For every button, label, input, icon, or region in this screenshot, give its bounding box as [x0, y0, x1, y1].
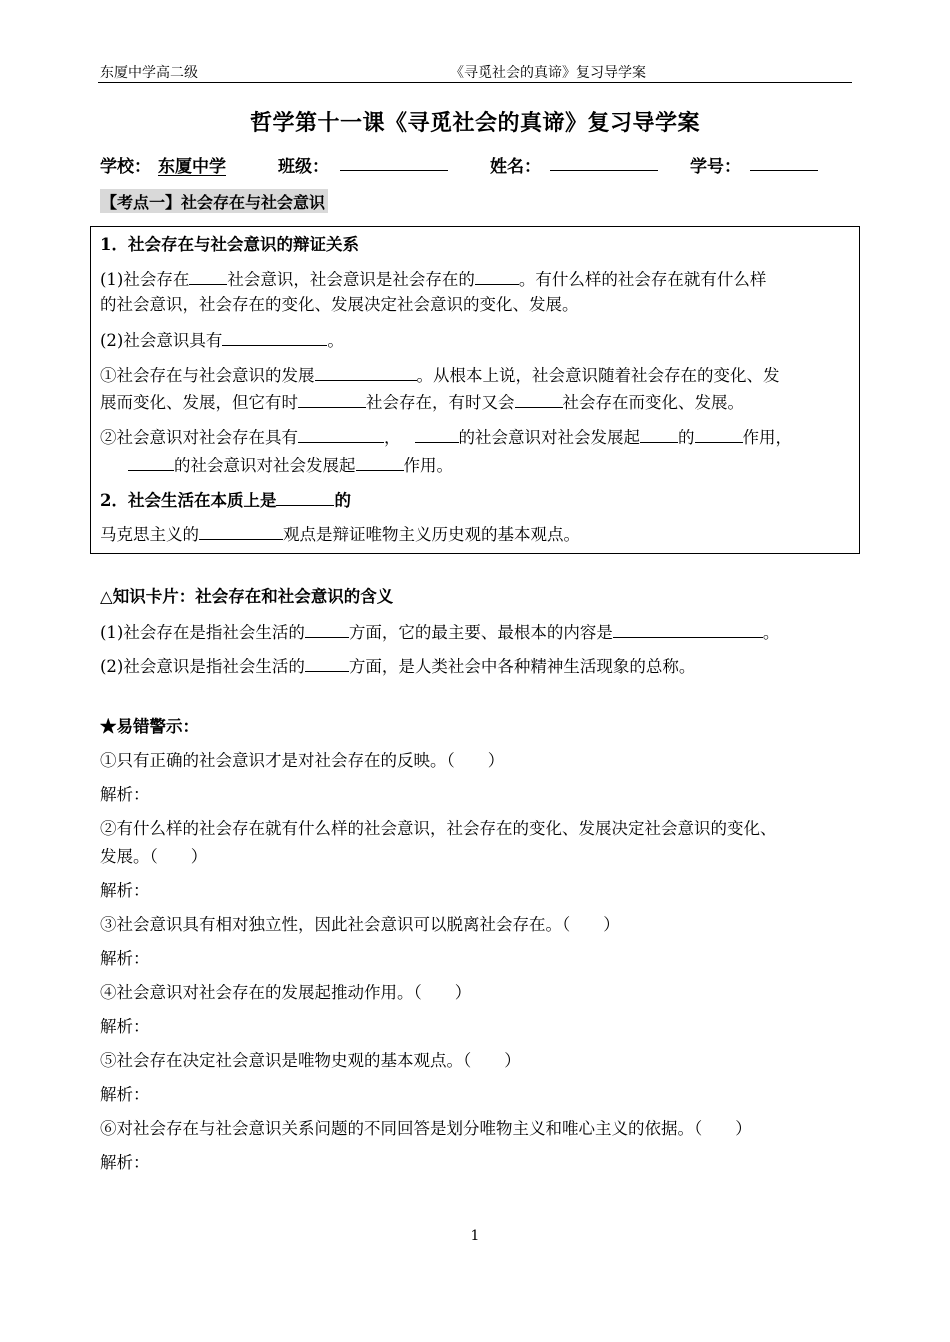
- knowledge-card-line-1: (1)社会存在是指社会生活的 方面，它的最主要、最根本的内容是 。: [100, 623, 780, 642]
- fill-blank[interactable]: [199, 523, 283, 540]
- fill-blank[interactable]: [222, 329, 327, 346]
- fill-blank[interactable]: [128, 454, 174, 471]
- page-number: 1: [470, 1228, 480, 1244]
- warning-item-2-line-2: 发展。（ ）: [100, 847, 208, 866]
- paragraph-2: (2)社会意识具有 。: [100, 331, 344, 350]
- item2-title: 2．社会生活在本质上是 的: [100, 491, 351, 510]
- paragraph-1-line-2: 的社会意识，社会存在的变化、发展决定社会意识的变化、发展。: [100, 295, 579, 314]
- fill-blank[interactable]: [640, 426, 678, 443]
- paragraph-5: 马克思主义的 观点是辩证唯物主义历史观的基本观点。: [100, 525, 580, 544]
- analysis-label: 解析：: [100, 1017, 150, 1036]
- class-label: 班级：: [278, 157, 329, 177]
- name-label: 姓名：: [490, 157, 541, 177]
- paragraph-3-line-1: ①社会存在与社会意识的发展 。从根本上说，社会意识随着社会存在的变化、发: [100, 366, 780, 385]
- analysis-label: 解析：: [100, 785, 150, 804]
- fill-blank[interactable]: [315, 364, 417, 381]
- analysis-label: 解析：: [100, 1085, 150, 1104]
- analysis-label: 解析：: [100, 1153, 150, 1172]
- fill-blank[interactable]: [305, 655, 349, 672]
- paragraph-1-line-1: (1)社会存在 社会意识，社会意识是社会存在的 。有什么样的社会存在就有什么样: [100, 270, 767, 289]
- warning-item-3: ③社会意识具有相对独立性，因此社会意识可以脱离社会存在。（ ）: [100, 915, 620, 934]
- warning-item-1: ①只有正确的社会意识才是对社会存在的反映。（ ）: [100, 751, 505, 770]
- paragraph-4-line-2: 的社会意识对社会发展起 作用。: [128, 454, 453, 477]
- warning-item-4: ④社会意识对社会存在的发展起推动作用。（ ）: [100, 983, 472, 1002]
- fill-blank[interactable]: [475, 268, 519, 285]
- fill-blank[interactable]: [613, 621, 763, 638]
- paragraph-3-line-2: 展而变化、发展，但它有时 社会存在，有时又会 社会存在而变化、发展。: [100, 393, 744, 412]
- fill-blank[interactable]: [276, 489, 334, 506]
- item1-title: 1．社会存在与社会意识的辩证关系: [100, 235, 359, 254]
- knowledge-card-heading: △知识卡片：社会存在和社会意识的含义: [100, 587, 394, 606]
- fill-blank[interactable]: [189, 268, 227, 285]
- running-header: [98, 60, 852, 83]
- fill-blank[interactable]: [695, 426, 743, 443]
- school-value: 东厦中学: [158, 157, 226, 177]
- school-label: 学校：: [100, 157, 151, 177]
- analysis-label: 解析：: [100, 881, 150, 900]
- fill-blank[interactable]: [415, 426, 459, 443]
- section-heading: 【考点一】社会存在与社会意识: [100, 189, 328, 213]
- knowledge-card-line-2: (2)社会意识是指社会生活的 方面，是人类社会中各种精神生活现象的总称。: [100, 657, 696, 676]
- header-left: 东厦中学高二级: [100, 65, 198, 81]
- warnings-heading: ★易错警示：: [100, 717, 199, 736]
- fill-blank[interactable]: [515, 391, 563, 408]
- warning-item-5: ⑤社会存在决定社会意识是唯物史观的基本观点。（ ）: [100, 1051, 521, 1070]
- document-title: 哲学第十一课《寻觅社会的真谛》复习导学案: [249, 110, 700, 136]
- warning-item-6: ⑥对社会存在与社会意识关系问题的不同回答是划分唯物主义和唯心主义的依据。（ ）: [100, 1119, 752, 1138]
- fill-blank[interactable]: [356, 454, 404, 471]
- analysis-label: 解析：: [100, 949, 150, 968]
- paragraph-4-line-1: ②社会意识对社会存在具有 ， 的社会意识对社会发展起 的 作用，: [100, 428, 792, 447]
- warning-item-2-line-1: ②有什么样的社会存在就有什么样的社会意识，社会存在的变化、发展决定社会意识的变化、: [100, 819, 777, 838]
- fill-blank[interactable]: [298, 391, 366, 408]
- id-label: 学号：: [690, 157, 741, 177]
- header-center: 《寻觅社会的真谛》复习导学案: [450, 65, 646, 81]
- fill-blank[interactable]: [305, 621, 349, 638]
- fill-blank[interactable]: [298, 426, 384, 443]
